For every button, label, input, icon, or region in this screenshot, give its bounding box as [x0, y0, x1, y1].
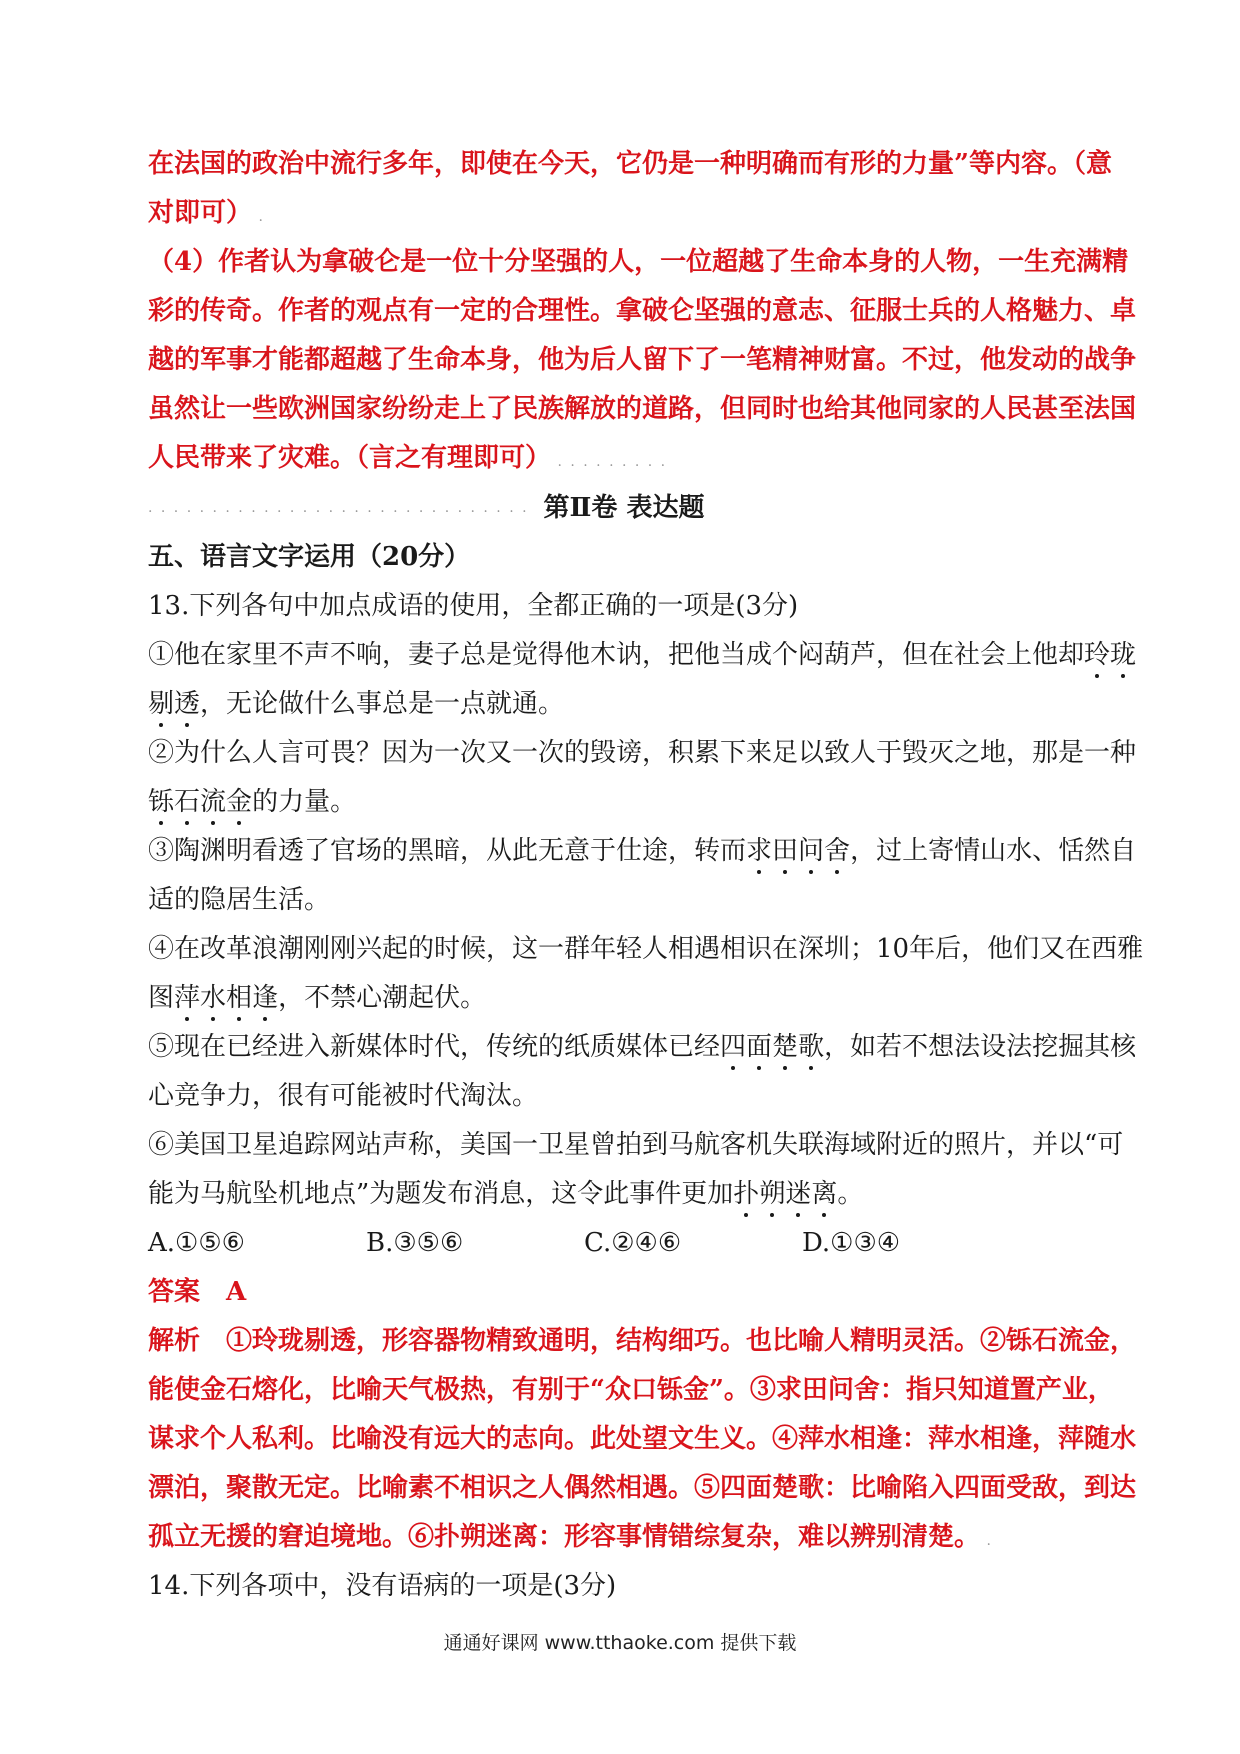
answer-options	[148, 1219, 1100, 1268]
section	[148, 533, 1144, 1611]
question-stem: 13.下列各句中加点成语的使用，全都正确的一项是(3分)	[148, 591, 799, 621]
sentence-1-cont: 剔透，无论做什么事总是一点就通。	[148, 680, 1100, 729]
sentence-3: ③陶渊明看透了官场的黑暗，从此无意于仕途，转而求田问舍，过上寄情山水、恬然自	[148, 827, 1100, 876]
sentence-4-cont: 图萍水相逢，不禁心潮起伏。	[148, 974, 1100, 1023]
sentence-5-cont: 心竞争力，很有可能被时代淘汰。	[148, 1081, 539, 1111]
option-d: D.①③④	[802, 1228, 901, 1258]
idiom-emphasis: 求田问舍	[746, 836, 850, 866]
sentence-6: ⑥美国卫星追踪网站声称，美国一卫星曾拍到马航客机失联海域附近的照片，并以“可	[148, 1130, 1124, 1160]
option-a: A.①⑤⑥	[148, 1228, 245, 1258]
answer-line: （4）作者认为拿破仑是一位十分坚强的人，一位超越了生命本身的人物，一生充满精	[148, 247, 1129, 277]
answer-line: 对即可） .	[148, 198, 265, 228]
analysis-line: 能使金石熔化，比喻天气极热，有别于“众口铄金”。③求田问舍：指只知道置产业，	[148, 1375, 1114, 1405]
answer-key: 答案 A	[148, 1277, 247, 1307]
volume-title-row: . . . . . . . . . . . . . . . . . . . . . . . . . . . . . . 第Ⅱ卷 表达题	[148, 493, 705, 523]
idiom-emphasis: 玲珑	[1084, 640, 1136, 670]
sentence-4: ④在改革浪潮刚刚兴起的时候，这一群年轻人相遇相识在深圳；10年后，他们又在西雅	[148, 934, 1144, 964]
sentence-5: ⑤现在已经进入新媒体时代，传统的纸质媒体已经四面楚歌，如若不想法设法挖掘其核	[148, 1023, 1100, 1072]
sentence-1: ①他在家里不声不响，妻子总是觉得他木讷，把他当成个闷葫芦，但在社会上他却玲珑	[148, 631, 1100, 680]
idiom-emphasis: 剔透	[148, 689, 200, 719]
previous-answer	[148, 140, 1137, 483]
question-stem: 14.下列各项中，没有语病的一项是(3分)	[148, 1571, 617, 1601]
section-title: 五、语言文字运用（20分）	[148, 542, 471, 572]
idiom-emphasis: 萍水相逢	[174, 983, 278, 1013]
idiom-emphasis: 扑朔迷离	[733, 1179, 837, 1209]
sentence-2: ②为什么人言可畏？因为一次又一次的毁谤，积累下来足以致人于毁灭之地，那是一种	[148, 738, 1137, 768]
footer-watermark: 通通好课网 www.tthaoke.com 提供下载	[443, 1632, 797, 1654]
answer-line: 虽然让一些欧洲国家纷纷走上了民族解放的道路，但同时也给其他同家的人民甚至法国	[148, 394, 1137, 424]
volume-title: 第Ⅱ卷 表达题	[543, 493, 705, 523]
option-c: C.②④⑥	[584, 1228, 682, 1258]
analysis-line: 漂泊，聚散无定。比喻素不相识之人偶然相遇。⑤四面楚歌：比喻陷入四面受敌，到达	[148, 1473, 1137, 1503]
analysis-line: 孤立无援的窘迫境地。⑥扑朔迷离：形容事情错综复杂，难以辨别清楚。 .	[148, 1522, 993, 1552]
analysis-line: 谋求个人私利。比喻没有远大的志向。此处望文生义。④萍水相逢：萍水相逢，萍随水	[148, 1424, 1137, 1454]
option-b: B.③⑤⑥	[366, 1228, 464, 1258]
answer-line: 在法国的政治中流行多年，即使在今天，它仍是一种明确而有形的力量”等内容。（意	[148, 149, 1112, 179]
answer-line: 越的军事才能都超越了生命本身，他为后人留下了一笔精神财富。不过，他发动的战争	[148, 345, 1137, 375]
answer-line: 彩的传奇。作者的观点有一定的合理性。拿破仑坚强的意志、征服士兵的人格魅力、卓	[148, 296, 1137, 326]
sentence-2-cont: 铄石流金的力量。	[148, 778, 1100, 827]
idiom-emphasis: 四面楚歌	[720, 1032, 824, 1062]
analysis-line: 解析 ①玲珑剔透，形容器物精致通明，结构细巧。也比喻人精明灵活。②铄石流金，	[148, 1326, 1137, 1356]
answer-line: 人民带来了灾难。（言之有理即可） . . . . . . . . .	[148, 443, 668, 473]
sentence-3-cont: 适的隐居生活。	[148, 885, 331, 915]
sentence-6-cont: 能为马航坠机地点”为题发布消息，这令此事件更加扑朔迷离。	[148, 1170, 1100, 1219]
idiom-emphasis: 铄石流金	[148, 787, 252, 817]
